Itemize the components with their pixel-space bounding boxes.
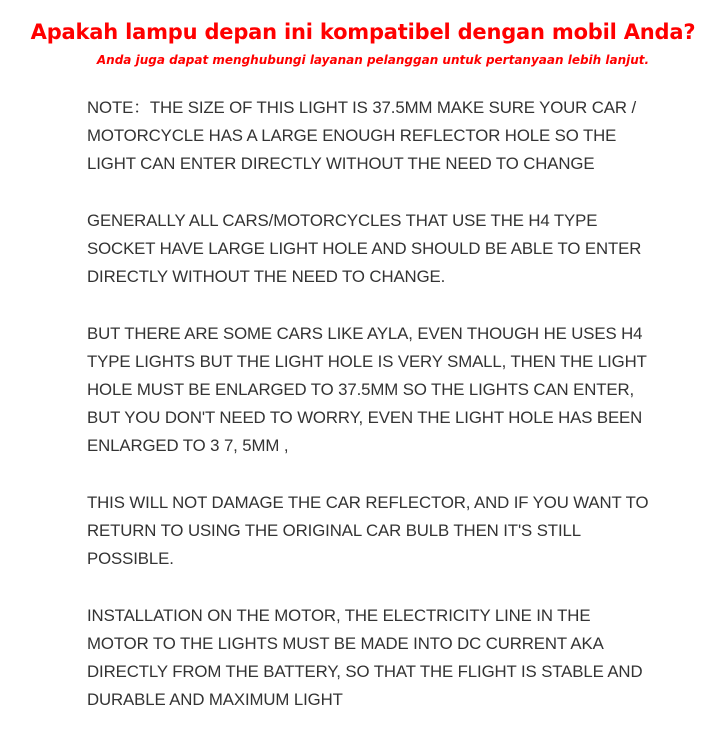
paragraph-line: DURABLE AND MAXIMUM LIGHT [87,690,343,710]
paragraph-line: DIRECTLY FROM THE BATTERY, SO THAT THE FLIGHT IS STABLE AND [87,662,643,681]
paragraph-line: LIGHT CAN ENTER DIRECTLY WITHOUT THE NEED TO CHANGE [87,154,595,174]
paragraph-line: INSTALLATION ON THE MOTOR, THE ELECTRICITY LINE IN THE [87,605,591,625]
paragraph-line: ENLARGED TO 3 7, 5MM , [87,436,289,456]
paragraph-reflector [87,489,687,574]
paragraph-line: SOCKET HAVE LARGE LIGHT HOLE AND SHOULD BE ABLE TO ENTER [87,239,642,258]
page-subtitle: Anda juga dapat menghubungi layanan pelanggan untuk pertanyaan lebih lanjut. [96,53,650,67]
paragraph-line: NOTE：THE SIZE OF THIS LIGHT IS 37.5MM MAKE SURE YOUR CAR / [87,98,637,117]
paragraph-h4-socket [87,207,687,292]
paragraph-line: MOTORCYCLE HAS A LARGE ENOUGH REFLECTOR HOLE SO THE [87,126,617,146]
page-title: Apakah lampu depan ini kompatibel dengan mobil Anda? [30,20,696,44]
paragraph-line: THIS WILL NOT DAMAGE THE CAR REFLECTOR, AND IF YOU WANT TO [87,492,649,512]
paragraph-line: BUT YOU DON'T NEED TO WORRY, EVEN THE LIGHT HOLE HAS BEEN [87,408,643,428]
paragraph-line: GENERALLY ALL CARS/MOTORCYCLES THAT USE THE H4 TYPE [87,210,598,230]
paragraph-line: HOLE MUST BE ENLARGED TO 37.5MM SO THE LIGHTS CAN ENTER, [87,380,635,399]
paragraph-line: RETURN TO USING THE ORIGINAL CAR BULB THEN IT'S STILL [87,521,581,540]
paragraph-line: TYPE LIGHTS BUT THE LIGHT HOLE IS VERY SMALL, THEN THE LIGHT [87,351,647,371]
paragraph-ayla [87,320,687,461]
paragraph-line: MOTOR TO THE LIGHTS MUST BE MADE INTO DC CURRENT AKA [87,633,604,653]
paragraph-line: POSSIBLE. [87,549,174,569]
paragraph-line: BUT THERE ARE SOME CARS LIKE AYLA, EVEN THOUGH HE USES H4 [87,323,643,343]
paragraph-note [87,94,687,179]
paragraph-installation [87,602,687,715]
paragraph-line: DIRECTLY WITHOUT THE NEED TO CHANGE. [87,267,446,287]
note-content [87,94,687,743]
